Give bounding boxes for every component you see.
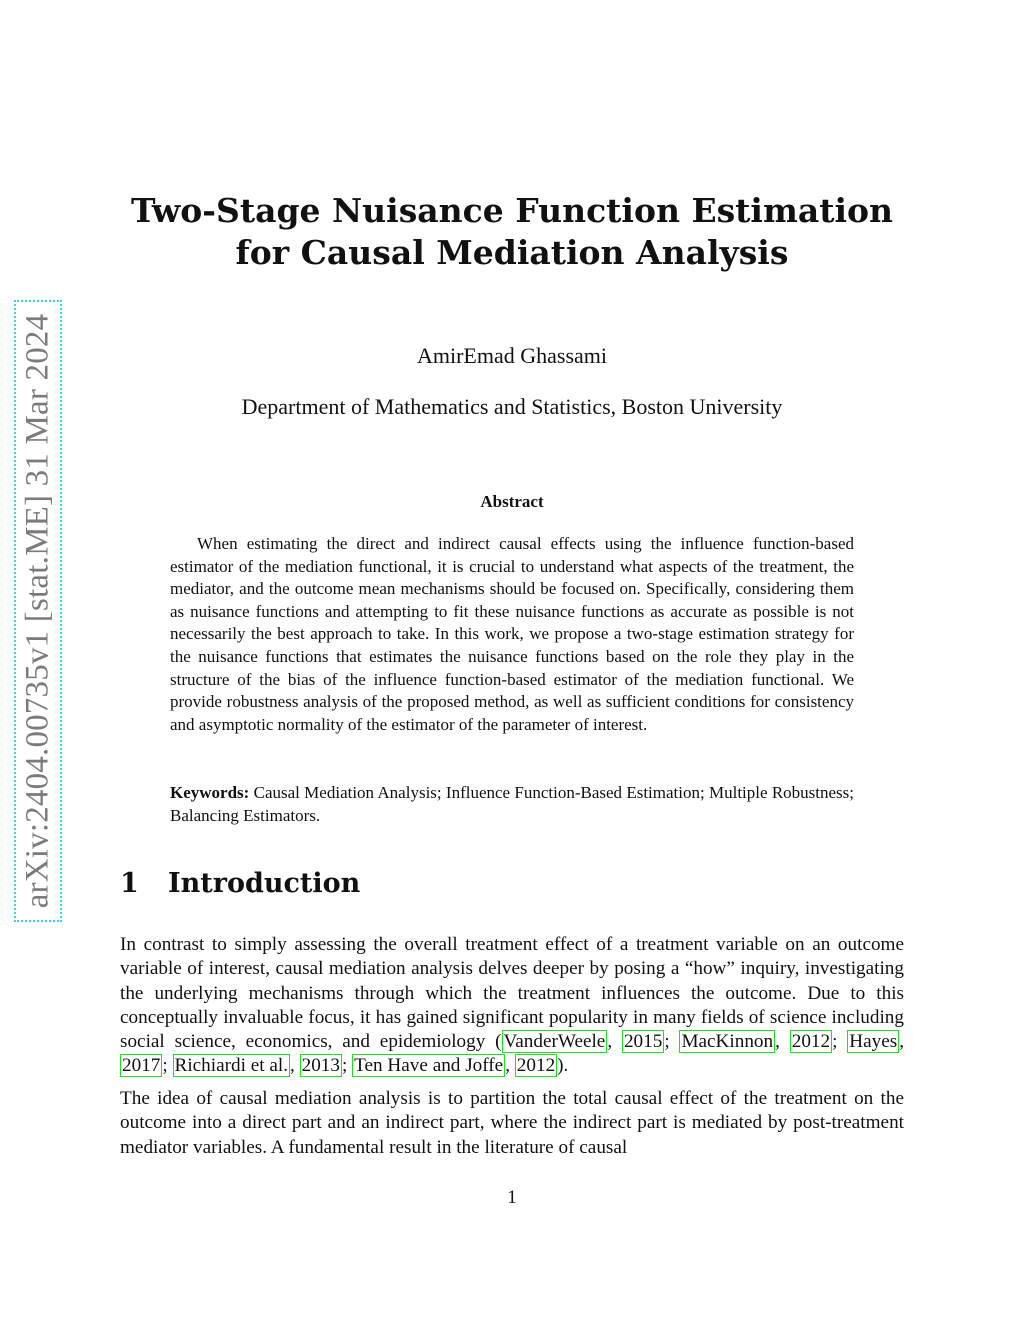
citation-author[interactable]: VanderWeele bbox=[503, 1031, 606, 1053]
abstract-text: When estimating the direct and indirect causal effects using the influence function-based estimator of the mediation functional, it is crucial to understand what aspects of the treatment, the mediator, and the outcome mean mechanisms should be focused on. Specifically, considering them as nuisance functions and attempting to fit these nuisance functions as accurate as possible is not necessarily the best approach to take. In this work, we propose a two-stage estimation strategy for the nuisance functions that estimates the nuisance functions based on the role they play in the structure of the bias of the influence function-based estimator of the mediation functional. We provide robustness analysis of the proposed method, as well as sufficient conditions for consistency and asymptotic normality of the estimator of the parameter of interest. bbox=[170, 534, 854, 734]
author-name: AmirEmad Ghassami bbox=[416, 343, 608, 368]
intro-paragraph-1-text: In contrast to simply assessing the overall treatment effect of a treatment variable on an outcome variable of interest, causal mediation analysis delves deeper by posing a “how” inquiry, investigating the underlying mechanisms through which the treatment influences the outcome. Due to this conceptually invaluable focus, it has gained significant popularity in many fields of science including social science, economics, and epidemiology ( bbox=[120, 934, 904, 1053]
section-number: 1 bbox=[120, 868, 139, 899]
keywords-text: Causal Mediation Analysis; Influence Function-Based Estimation; Multiple Robustness; Balancing Estimators. bbox=[170, 783, 855, 825]
author-affiliation: Department of Mathematics and Statistics, Boston University bbox=[241, 394, 783, 419]
intro-paragraph-1: In contrast to simply assessing the overall treatment effect of a treatment variable on an outcome variable of interest, causal mediation analysis delves deeper by posing a “how” inquiry, investigating the underlying mechanisms through which the treatment influences the outcome. Due to this conceptually invaluable focus, it has gained significant popularity in many fields of science including social science, economics, and epidemiology ( VanderWeele , 2015 ; MacKinnon , 2012 ; Hayes , 2017 ; Richiardi et al. , 2013 ; Ten Have and Joffe , 2012 ). bbox=[120, 934, 905, 1077]
abstract-heading: Abstract bbox=[480, 492, 544, 511]
keywords-label: Keywords: bbox=[170, 783, 250, 802]
page-number: 1 bbox=[507, 1187, 517, 1208]
citation-year[interactable]: 2017 bbox=[122, 1055, 161, 1077]
arxiv-identifier-stamp[interactable] bbox=[14, 300, 62, 922]
section-title: Introduction bbox=[168, 868, 361, 899]
paper-title: Two-Stage Nuisance Function Estimation for Causal Mediation Analysis bbox=[130, 191, 894, 272]
keywords bbox=[170, 782, 854, 827]
citation-author[interactable]: Richiardi et al. bbox=[174, 1055, 289, 1077]
arxiv-identifier-text: arXiv:2404.00735v1 [stat.ME] 31 Mar 2024 bbox=[19, 313, 56, 909]
citation-year[interactable]: 2012 bbox=[516, 1055, 556, 1077]
citation-year[interactable]: 2015 bbox=[623, 1031, 663, 1053]
citation-year[interactable]: 2013 bbox=[301, 1055, 340, 1077]
section-heading-introduction bbox=[120, 868, 360, 899]
intro-paragraph-1-end: ). bbox=[557, 1055, 569, 1077]
citation-author[interactable]: Ten Have and Joffe bbox=[354, 1055, 504, 1077]
intro-paragraph-2: The idea of causal mediation analysis is to partition the total causal effect of the treatment on the outcome into a direct part and an indirect part, where the indirect part is mediated by post-treatment mediator variables. A fundamental result in the literature of causal bbox=[120, 1088, 904, 1158]
citation-year[interactable]: 2012 bbox=[791, 1031, 831, 1053]
citation-author[interactable]: MacKinnon bbox=[681, 1031, 774, 1053]
citation-author[interactable]: Hayes bbox=[849, 1031, 898, 1053]
